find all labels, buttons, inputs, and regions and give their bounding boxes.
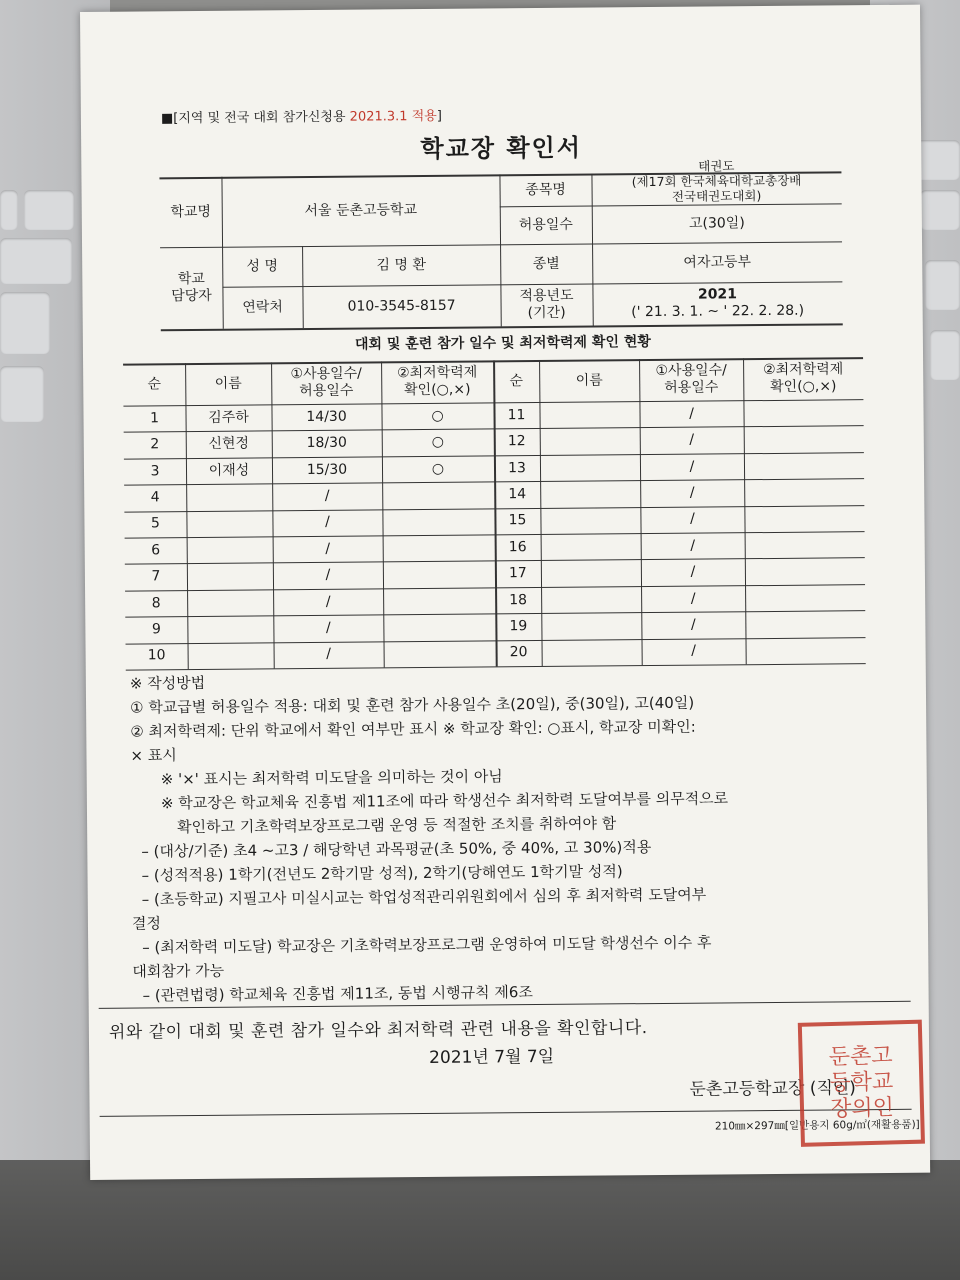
table-cell-no: 15 [508, 512, 527, 529]
table-cell-no: 2 [150, 436, 160, 453]
header-name-2: 이름 [575, 372, 603, 389]
apply-year-value [592, 281, 842, 325]
paper-spec-footnote: 210㎜×297㎜[일반용지 60g/㎡(재활용품)] [714, 1118, 920, 1133]
certificate-document [80, 5, 930, 1180]
header-min-check-2 [743, 357, 863, 400]
table-cell-check [384, 640, 496, 667]
table-cell-days: / [690, 563, 696, 580]
table-cell-days: 14/30 [306, 408, 347, 425]
table-cell-days: / [325, 514, 330, 531]
table-cell-check [383, 587, 495, 614]
note-line: × 표시 [130, 746, 177, 765]
manager-label-line-1: 학교 [177, 271, 205, 288]
instructions [130, 665, 903, 1008]
event-value-line-1: 태권도 [698, 157, 735, 174]
apply-year-label [500, 284, 592, 327]
table-cell-check [383, 534, 495, 561]
category-value: 여자고등부 [683, 253, 752, 271]
table-cell-check [382, 508, 494, 535]
apply-year-label-line-2: (기간) [527, 304, 566, 322]
table-cell-check [383, 561, 495, 588]
header-used-days-2-line-1: ①사용일수/ [655, 362, 727, 380]
header-used-days-2 [639, 358, 743, 401]
event-value-line-2: (제17회 한국체육대학교총장배 [631, 172, 802, 189]
keyboard-key [925, 260, 960, 310]
note-line: – (대상/기준) 초4 ~고3 / 해당학년 과목평균(초 50%, 중 40%, 고 30%)적용 [141, 838, 652, 861]
table-cell-no: 20 [509, 644, 528, 661]
table-cell-no: 12 [507, 433, 526, 450]
table-cell-check [745, 610, 865, 637]
table-cell-check: ○ [431, 460, 445, 477]
manager-label-line-2: 담당자 [171, 287, 212, 305]
table-cell-check [744, 505, 864, 532]
note-line: – (관련법령) 학교체육 진흥법 제11조, 동법 시행규칙 제6조 [142, 983, 533, 1005]
table-cell-name [187, 589, 273, 616]
table-cell-days: / [689, 405, 694, 422]
table-cell-days: / [689, 458, 695, 475]
table-cell-check [745, 558, 865, 585]
note-line: ② 최저학력제: 단위 학교에서 확인 여부만 표시 ※ 학교장 확인: ○표시, 학교장 미확인: [130, 717, 696, 741]
keyboard-key [0, 292, 50, 354]
header-used-days-line-2: 허용일수 [299, 382, 354, 400]
table-cell-check [745, 531, 865, 558]
name-label: 성 명 [246, 257, 279, 275]
table-cell-no: 14 [508, 486, 527, 503]
table-cell-check [744, 452, 864, 479]
table-cell-no: 10 [147, 647, 166, 664]
note-line: ※ '×' 표시는 최저학력 미도달을 의미하는 것이 아님 [160, 767, 503, 789]
table-cell-name [540, 428, 640, 455]
table-cell-no: 1 [150, 410, 160, 427]
signer: 둔촌고등학교장 (직인) [689, 1078, 856, 1100]
table-cell-name [540, 454, 640, 481]
event-value [591, 155, 841, 205]
table-cell-name [541, 560, 641, 587]
document-title: 학교장 확인서 [420, 133, 583, 164]
school-value: 서울 둔촌고등학교 [304, 201, 418, 219]
keyboard-key [0, 238, 72, 284]
table-cell-check [744, 426, 864, 453]
keyboard-key [24, 190, 74, 230]
header-name: 이름 [214, 375, 242, 392]
section-title: 대회 및 훈련 참가 일수 및 최저학력제 확인 현황 [354, 334, 651, 353]
table-cell-days: 15/30 [306, 461, 348, 478]
header-note-suffix: ] [436, 108, 442, 124]
table-cell-days: / [325, 567, 331, 584]
table-cell-check [383, 614, 495, 641]
table-cell-days: / [326, 646, 332, 663]
table-cell-check [382, 482, 494, 509]
table-cell-name [541, 586, 641, 613]
table-cell-name [186, 510, 272, 537]
table-cell-days: / [691, 643, 697, 660]
table-cell-name [186, 484, 272, 511]
table-cell-name [541, 533, 641, 560]
table-cell-name: 김주하 [208, 409, 249, 426]
note-line: – (초등학교) 지필고사 미실시교는 학업성적관리위원회에서 심의 후 최저학력 도달여부 [141, 885, 707, 909]
note-line: ① 학교급별 허용일수 적용: 대회 및 훈련 참가 사용일수 초(20일), 중(30일), 고(40일) [129, 693, 695, 717]
school-label: 학교명 [170, 203, 212, 220]
note-line: ※ 작성방법 [129, 673, 206, 693]
header-min-check-line-2: 확인(○,×) [404, 381, 471, 399]
table-cell-days: / [325, 593, 331, 610]
keyboard-key [0, 190, 18, 230]
table-cell-name [188, 642, 274, 669]
contact-value: 010-3545-8157 [347, 297, 456, 315]
table-cell-name: 이재성 [208, 462, 250, 479]
table-cell-days: / [689, 484, 695, 501]
divider [100, 1109, 912, 1117]
table-cell-days: / [324, 487, 330, 504]
note-line: 대회참가 가능 [132, 961, 225, 981]
table-cell-check [743, 399, 863, 426]
apply-year-label-line-1: 적용년도 [519, 287, 574, 305]
note-line: ※ 학교장은 학교체육 진흥법 제11조에 따라 학생선수 최저학력 도달여부를 의무적으로 [160, 789, 729, 813]
header-min-check-2-line-1: ②최저학력제 [762, 361, 844, 379]
header-used-days-line-1: ①사용일수/ [290, 365, 362, 383]
table-cell-name [541, 639, 641, 666]
table-cell-no: 5 [150, 515, 160, 532]
apply-period: (' 21. 3. 1. ~ ' 22. 2. 28.) [631, 302, 805, 321]
table-cell-name [540, 507, 640, 534]
header-min-check-line-1: ②최저학력제 [397, 364, 478, 382]
table-cell-name [540, 480, 640, 507]
allowed-days-value: 고(30일) [688, 214, 745, 232]
event-value-line-3: 전국태권도대회) [671, 187, 762, 204]
note-line: – (성적적용) 1학기(전년도 2학기말 성적), 2학기(당해연도 1학기말 성적) [141, 862, 623, 885]
table-cell-days: / [325, 619, 331, 636]
table-cell-no: 6 [151, 542, 161, 559]
table-cell-check [745, 584, 865, 611]
table-cell-check: ○ [431, 407, 444, 424]
note-line: 결정 [131, 914, 162, 933]
header-no: 순 [147, 375, 162, 393]
name-value: 김 명 환 [376, 256, 427, 274]
official-seal-stamp: 둔촌고등학교장의인 [798, 1020, 925, 1147]
header-used-days [271, 361, 381, 404]
header-min-check [381, 360, 493, 403]
table-cell-days: / [690, 511, 695, 528]
header-note [161, 105, 442, 126]
table-cell-no: 17 [508, 565, 527, 582]
keyboard-key [920, 190, 960, 230]
header-note-prefix: ■[지역 및 전국 대회 참가신청용 [160, 109, 350, 127]
table-cell-name [539, 401, 639, 428]
table-cell-no: 13 [508, 459, 526, 476]
note-line: – (최저학력 미도달) 학교장은 기초학력보장프로그램 운영하여 미도달 학생선수 이수 후 [142, 933, 712, 957]
table-cell-days: / [690, 616, 696, 633]
category-label: 종별 [532, 255, 560, 272]
table-cell-no: 19 [509, 618, 528, 635]
event-label: 종목명 [525, 181, 566, 198]
table-cell-no: 8 [151, 594, 161, 611]
table-cell-days: 18/30 [306, 434, 348, 452]
table-cell-no: 9 [151, 621, 161, 638]
table-cell-check: ○ [431, 434, 444, 451]
note-line: 확인하고 기초학력보장프로그램 운영 등 적절한 조치를 취하여야 함 [177, 814, 617, 837]
table-cell-no: 3 [150, 462, 160, 479]
table-cell-name: 신현정 [208, 435, 250, 453]
issue-date: 2021년 7월 7일 [429, 1046, 555, 1068]
header-min-check-2-line-2: 확인(○,×) [770, 378, 837, 395]
allowed-days-label: 허용일수 [518, 216, 573, 233]
manager-label [160, 247, 223, 330]
table-cell-name [541, 612, 641, 639]
table-cell-check [744, 478, 864, 505]
table-cell-no: 18 [509, 591, 528, 608]
table-cell-days: / [325, 540, 331, 557]
contact-label: 연락처 [242, 298, 283, 316]
table-cell-name [187, 563, 273, 590]
table-cell-days: / [690, 590, 696, 607]
keyboard-key [0, 366, 44, 422]
table-cell-no: 7 [151, 568, 161, 585]
header-no-2: 순 [509, 372, 524, 389]
table-cell-name [187, 616, 273, 643]
table-cell-no: 16 [508, 538, 527, 556]
apply-year: 2021 [697, 286, 738, 303]
table-cell-name [187, 536, 273, 563]
header-note-date: 2021.3.1 적용 [349, 108, 437, 125]
header-used-days-2-line-2: 허용일수 [664, 379, 719, 396]
table-cell-no: 4 [150, 489, 160, 506]
table-cell-check [745, 637, 865, 664]
keyboard-key [930, 330, 960, 380]
table-cell-days: / [690, 537, 696, 554]
closing-statement: 위와 같이 대회 및 훈련 참가 일수와 최저학력 관련 내용을 확인합니다. [108, 1018, 648, 1043]
table-cell-no: 11 [507, 406, 526, 424]
table-cell-days: / [689, 431, 695, 448]
